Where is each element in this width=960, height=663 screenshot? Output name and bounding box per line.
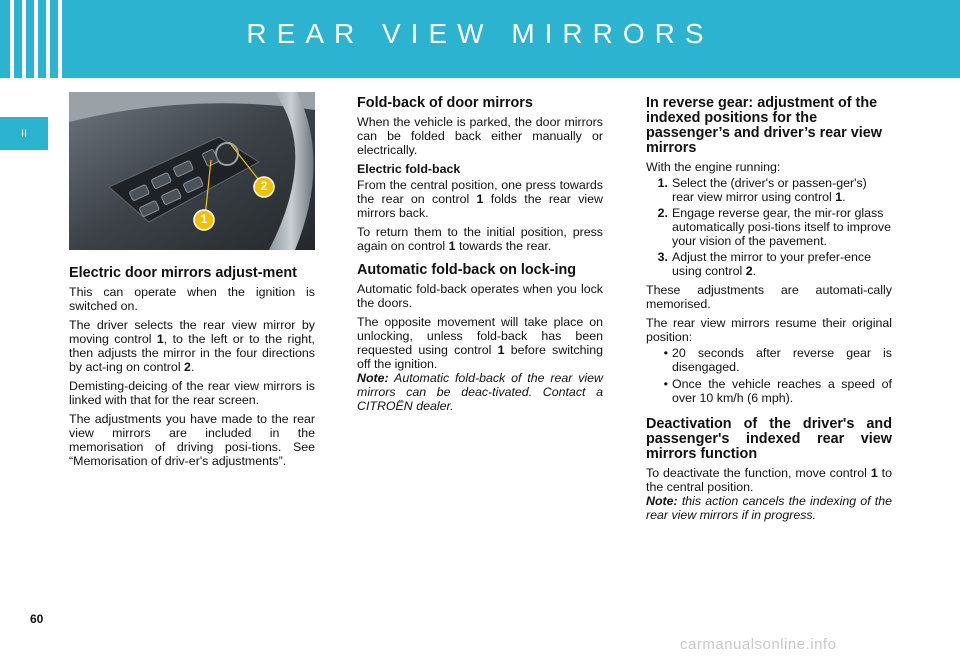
section-tab[interactable] bbox=[0, 117, 48, 150]
section-heading: Automatic fold-back on lock-ing bbox=[357, 262, 577, 278]
watermark: carmanualsonline.info bbox=[680, 636, 837, 653]
section-heading: In reverse gear: adjustment of the indexed positions for the passenger’s and driver’s rear view mirrors bbox=[646, 95, 882, 156]
paragraph: The opposite movement will take place on unlocking, unless fold-back has been requested using control 1 before switching off the ignition. bbox=[357, 315, 604, 371]
header-band bbox=[0, 0, 960, 78]
paragraph: With the engine running: bbox=[646, 160, 781, 174]
callout-1-label: 1 bbox=[200, 212, 208, 226]
sub-heading: Electric fold-back bbox=[357, 162, 461, 176]
header-stripe bbox=[58, 0, 62, 78]
note: Note: this action cancels the indexing of the rear view mirrors if in progress. bbox=[646, 494, 892, 522]
door-controls-photo bbox=[69, 92, 315, 250]
page-title: REAR VIEW MIRRORS bbox=[246, 18, 714, 49]
header-stripe bbox=[22, 0, 26, 78]
bullet-item: • Once the vehicle reaches a speed of over 10 km/h (6 mph). bbox=[663, 377, 892, 405]
paragraph: This can operate when the ignition is switched on. bbox=[69, 285, 315, 313]
step-item: 2. Engage reverse gear, the mir-ror glass automatically posi-tions itself to improve your vision of the pavement. bbox=[657, 206, 891, 248]
step-item: 1. Select the (driver's or passen-ger's) rear view mirror using control 1. bbox=[657, 176, 867, 204]
section-heading: Electric door mirrors adjust-ment bbox=[69, 265, 297, 281]
header-stripe bbox=[46, 0, 50, 78]
step-item: 3. Adjust the mirror to your prefer-ence using control 2. bbox=[657, 250, 872, 278]
paragraph: When the vehicle is parked, the door mirrors can be folded back either manually or electrically. bbox=[357, 115, 603, 157]
paragraph: These adjustments are automati-cally memorised. bbox=[646, 283, 892, 311]
section-tab-label: II bbox=[20, 127, 28, 140]
note: Note: Automatic fold-back of the rear view mirrors can be deac-tivated. Contact a CITROËN dealer. bbox=[357, 371, 603, 413]
column-reverse-gear bbox=[646, 90, 892, 527]
page-number: 60 bbox=[30, 612, 44, 626]
door-panel-illustration bbox=[69, 92, 315, 250]
paragraph: To deactivate the function, move control 1 to the central position. bbox=[646, 466, 892, 494]
paragraph: The driver selects the rear view mirror by moving control 1, to the left or to the right, then adjusts the mirror in the four directions by act-ing on control 2. bbox=[69, 318, 315, 374]
column-fold-back bbox=[357, 90, 603, 418]
paragraph: To return them to the initial position, press again on control 1 towards the rear. bbox=[357, 225, 603, 253]
column-electric-adjustment bbox=[69, 260, 315, 473]
callout-2-label: 2 bbox=[260, 179, 268, 193]
header-stripe bbox=[10, 0, 14, 78]
header-stripe bbox=[34, 0, 38, 78]
paragraph: Automatic fold-back operates when you lock the doors. bbox=[357, 282, 603, 310]
section-heading: Fold-back of door mirrors bbox=[357, 95, 533, 111]
section-heading: Deactivation of the driver's and passenger's indexed rear view mirrors function bbox=[646, 416, 892, 462]
paragraph: The adjustments you have made to the rear view mirrors are included in the memorisation of driving posi-tions. See “Memorisation of driv-er's adjustments”. bbox=[69, 412, 315, 468]
bullet-item: • 20 seconds after reverse gear is disengaged. bbox=[663, 346, 892, 374]
paragraph: Demisting-deicing of the rear view mirrors is linked with that for the rear screen. bbox=[69, 379, 315, 407]
paragraph: The rear view mirrors resume their original position: bbox=[646, 316, 892, 344]
paragraph: From the central position, one press towards the rear on control 1 folds the rear view mirrors back. bbox=[357, 178, 603, 220]
